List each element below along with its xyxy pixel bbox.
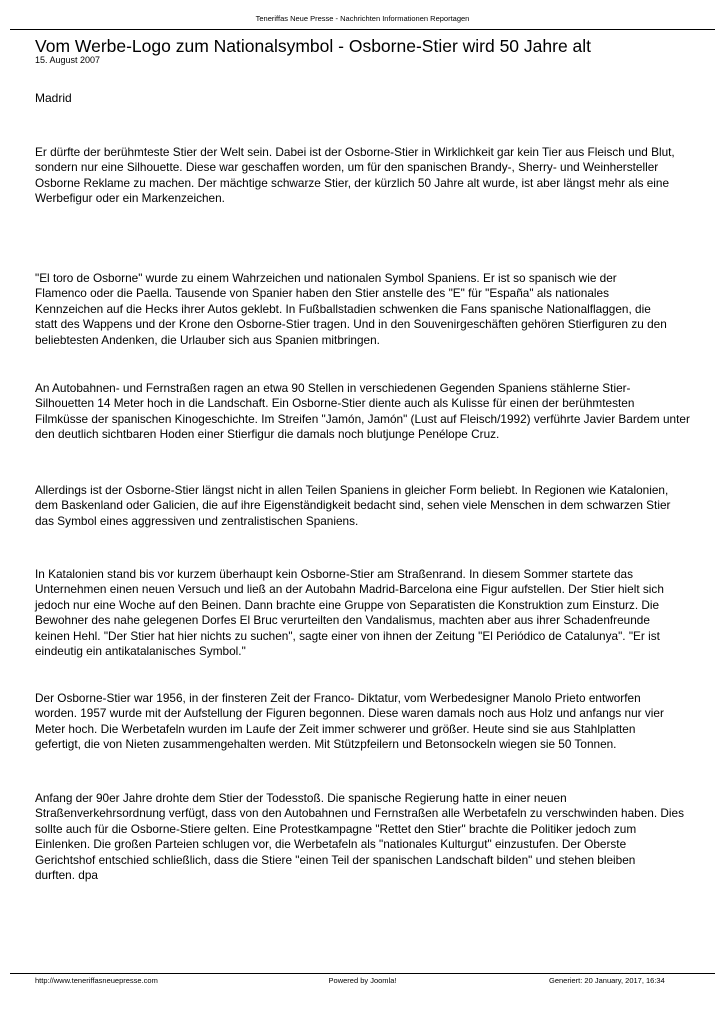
article-paragraph-2: [35, 271, 720, 348]
footer-generated-timestamp: Generiert: 20 January, 2017, 16:34: [549, 976, 665, 985]
paragraph-line: eindeutig ein antikatalanisches Symbol.": [35, 644, 246, 659]
paragraph-line: Straßenverkehrsordnung verfügt, dass von den Autobahnen und Fernstraßen alle Werbetafeln zu verschwinden haben. Dies: [35, 806, 685, 821]
footer-powered-by: Powered by Joomla!: [328, 976, 397, 985]
site-header-title: Teneriffas Neue Presse - Nachrichten Informationen Reportagen: [255, 14, 470, 23]
paragraph-line: sollte auch für die Osborne-Stiere gelten. Eine Protestkampagne "Rettet den Stier" brachte die Politiker jedoch zum: [35, 821, 637, 836]
paragraph-line: den deutlich sichtbaren Hoden einer Stierfigur die damals noch blutjunge Penélope Cruz.: [35, 427, 500, 442]
article-paragraph-7: [35, 791, 720, 883]
paragraph-line: worden. 1957 wurde mit der Aufstellung der Figuren begonnen. Diese waren damals noch aus Holz und anfangs nur vier: [35, 706, 664, 721]
paragraph-line: dem Baskenland oder Galicien, die auf ihre Eigenständigkeit bedacht sind, sehen viele Menschen in dem schwarzen Stier: [35, 498, 671, 513]
paragraph-line: Bewohner des nahe gelegenen Dorfes El Bruc verurteilten den Vandalismus, machten aber aus ihrer Schadenfreunde: [35, 613, 650, 628]
paragraph-line: das Symbol eines aggressiven und zentralistischen Spaniens.: [35, 513, 359, 528]
paragraph-line: Einlenken. Die großen Parteien schlugen vor, die Werbetafeln als "nationales Kulturgut" einzustufen. Der Oberste: [35, 837, 627, 852]
paragraph-line: Silhouetten 14 Meter hoch in die Landschaft. Ein Osborne-Stier diente auch als Kulisse für einen der berühmtesten: [35, 396, 635, 411]
paragraph-line: Kennzeichen auf die Hecks ihrer Autos geklebt. In Fußballstadien schwenken die Fans spanische Nationalflaggen, die: [35, 301, 651, 316]
paragraph-line: Filmküsse der spanischen Kinogeschichte. Im Streifen "Jamón, Jamón" (Lust auf Fleisch/1992) verführte Javier Bardem unter: [35, 411, 690, 426]
article-paragraph-6: [35, 691, 720, 753]
paragraph-line: gefertigt, die von Nieten zusammengehalten werden. Mit Stützpfeilern und Betonsockeln wiegen sie 50 Tonnen.: [35, 737, 617, 752]
paragraph-line: jedoch nur eine Woche auf den Beinen. Dann brachte eine Gruppe von Separatisten die Konstruktion zum Einsturz. Die: [35, 597, 660, 612]
paragraph-line: "El toro de Osborne" wurde zu einem Wahrzeichen und nationalen Symbol Spaniens. Er ist so spanisch wie der: [35, 271, 617, 285]
paragraph-line: Allerdings ist der Osborne-Stier längst nicht in allen Teilen Spaniens in gleicher Form beliebt. In Regionen wie Katalonien,: [35, 483, 669, 497]
paragraph-line: Werbefigur oder ein Markenzeichen.: [35, 191, 225, 206]
paragraph-line: Flamenco oder die Paella. Tausende von Spanier haben den Stier anstelle des "E" für "España" als nationales: [35, 286, 609, 301]
paragraph-line: Meter hoch. Die Werbetafeln wurden im Laufe der Zeit immer schwerer und größer. Heute sind sie aus Stahlplatten: [35, 721, 636, 736]
paragraph-line: Er dürfte der berühmteste Stier der Welt sein. Dabei ist der Osborne-Stier in Wirklichkeit gar kein Tier aus Fleisch und Blut,: [35, 145, 675, 159]
article-date: 15. August 2007: [35, 55, 101, 65]
paragraph-line: keinen Hehl. "Der Stier hat hier nichts zu suchen", sagte einer von ihnen der Zeitung "El Periódico de Catalunya". "Er ist: [35, 628, 660, 643]
footer-site-link[interactable]: http://www.teneriffasneuepresse.com: [35, 976, 158, 985]
article-paragraph-4: [35, 483, 720, 529]
paragraph-line: In Katalonien stand bis vor kurzem überhaupt kein Osborne-Stier am Straßenrand. In diesem Sommer startete das: [35, 567, 634, 581]
paragraph-line: Anfang der 90er Jahre drohte dem Stier der Todesstoß. Die spanische Regierung hatte in einer neuen: [35, 791, 567, 805]
paragraph-line: sondern nur eine Silhouette. Diese war geschaffen worden, um für den spanischen Brandy-, Sherry- und Weinhersteller: [35, 160, 659, 175]
paragraph-line: An Autobahnen- und Fernstraßen ragen an etwa 90 Stellen in verschiedenen Gegenden Spaniens stählerne Stier-: [35, 381, 631, 395]
paragraph-line: beliebtesten Andenken, die Urlauber sich aus Spanien mitbringen.: [35, 332, 380, 347]
article-title: Vom Werbe-Logo zum Nationalsymbol - Osborne-Stier wird 50 Jahre alt: [35, 36, 592, 56]
article-paragraph-3: [35, 381, 720, 443]
footer-divider: [10, 973, 715, 974]
paragraph-line: durften. dpa: [35, 868, 98, 883]
paragraph-line: Der Osborne-Stier war 1956, in der finsteren Zeit der Franco- Diktatur, vom Werbedesigner Manolo Prieto entworfen: [35, 691, 641, 705]
header-divider: [10, 29, 715, 30]
article-paragraph-5: [35, 567, 720, 659]
article-paragraph-1: [35, 145, 720, 207]
paragraph-line: Unternehmen einen neuen Versuch und ließ an der Autobahn Madrid-Barcelona eine Figur aufstellen. Der Stier hielt sich: [35, 582, 664, 597]
paragraph-line: Gerichtshof entschied schließlich, dass die Stiere "einen Teil der spanischen Landschaft bilden" und stehen bleiben: [35, 852, 636, 867]
article-dateline-location: Madrid: [35, 91, 72, 105]
paragraph-line: statt des Wappens und der Krone den Osborne-Stier tragen. Und in den Souvenirgeschäften gehören Stierfiguren zu den: [35, 317, 667, 332]
paragraph-line: Osborne Reklame zu machen. Der mächtige schwarze Stier, der kürzlich 50 Jahre alt wurde, ist aber längst mehr als eine: [35, 175, 670, 190]
